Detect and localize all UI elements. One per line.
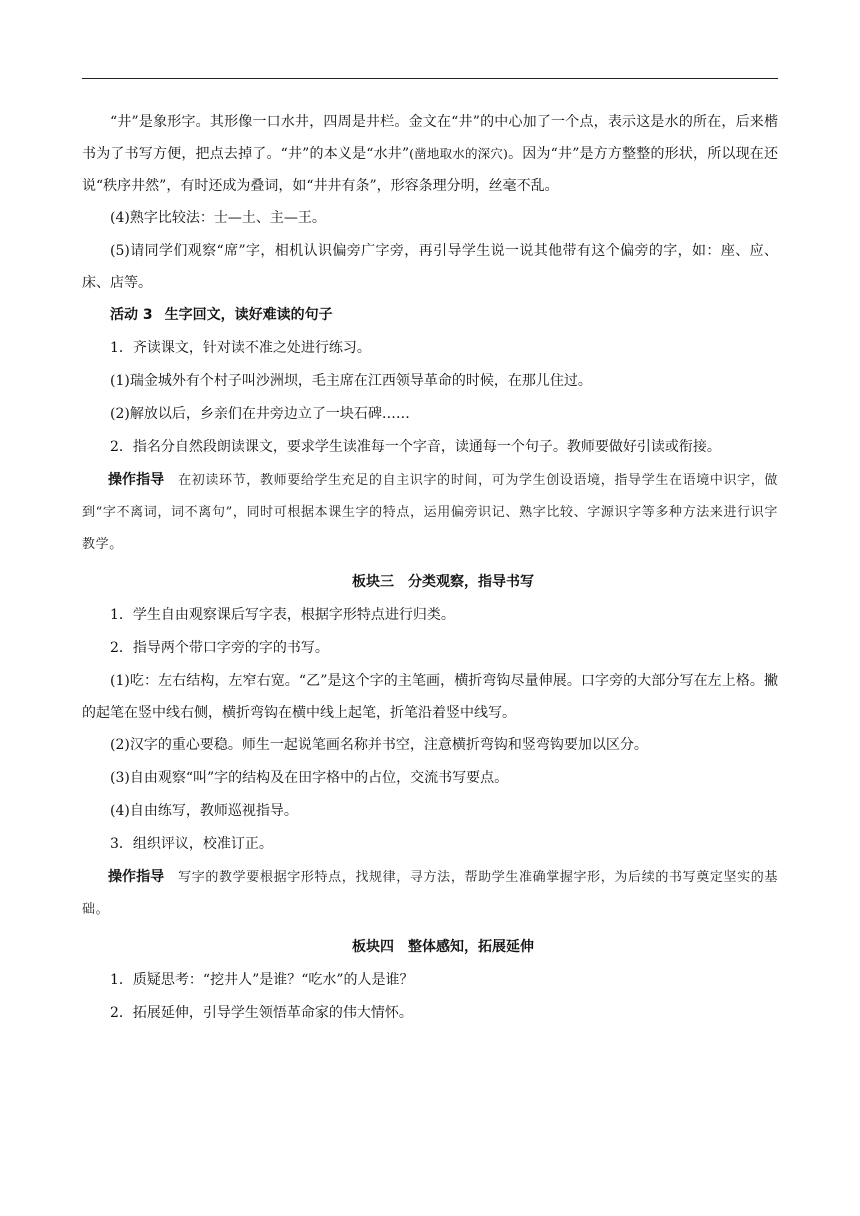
section3-label: 板块三 xyxy=(352,574,394,590)
jing-text-part-2: 。因为“井”是方方整整的形状，所以现在还说“秩序井然”，有时还成为叠词，如“井井有条”，形容条理分明，丝毫不乱。 xyxy=(82,146,778,194)
jing-text-part-1: “井”是象形字。其形像一口水井，四周是井栏。金文在“井”的中心加了一个点，表示这是水的所在，后来楷书为了书写方便，把点去掉了。“井”的本义是“水井” xyxy=(82,114,778,162)
section4-heading xyxy=(108,930,778,964)
activity3-item: 2．指名分自然段朗读课文，要求学生读准每一个字音，读通每一个句子。教师要做好引读或衔接。 xyxy=(110,439,721,455)
guide-text: 写字的教学要根据字形特点，找规律，寻方法，帮助学生准确掌握字形，为后续的书写奠定坚实的基础。 xyxy=(82,870,778,917)
familiar-compare-line: (4)熟字比较法：士—土、主—王。 xyxy=(110,210,326,226)
section3-item: 2．指导两个带口字旁的字的书写。 xyxy=(110,640,329,656)
activity3-item: (2)解放以后，乡亲们在井旁边立了一块石碑…… xyxy=(110,406,410,422)
section3-heading xyxy=(108,565,778,599)
guide-label: 操作指导 xyxy=(108,472,165,488)
section3-item: (1)吃：左右结构，左窄右宽。“乙”是这个字的主笔画，横折弯钩尽量伸展。口字旁的大部分写在左上格。撇的起笔在竖中线右侧，横折弯钩在横中线上起笔，折笔沿着竖中线写。 xyxy=(82,673,778,721)
activity3-guide-paragraph xyxy=(82,464,778,561)
section4-item: 1．质疑思考：“挖井人”是谁？“吃水”的人是谁？ xyxy=(110,972,414,988)
section3-item: 3．组织评议，校准订正。 xyxy=(110,836,273,852)
section3-item: (4)自由练写，教师巡视指导。 xyxy=(110,803,298,819)
section4-item: 2．拓展延伸，引导学生领悟革命家的伟大情怀。 xyxy=(110,1005,413,1021)
activity3-item: 1．齐读课文，针对读不准之处进行练习。 xyxy=(110,340,371,356)
activity3-item: (1)瑞金城外有个村子叫沙洲坝，毛主席在江西领导革命的时候，在那儿住过。 xyxy=(110,373,592,389)
header-rule xyxy=(82,78,778,79)
section3-guide-paragraph xyxy=(82,861,778,926)
activity3-label: 活动 3 xyxy=(110,307,153,323)
section3-item: (3)自由观察“叫”字的结构及在田字格中的占位，交流书写要点。 xyxy=(110,770,509,786)
jing-text-paren: (凿地取水的深穴) xyxy=(409,146,508,161)
section3-item: (2)汉字的重心要稳。师生一起说笔画名称并书空，注意横折弯钩和竖弯钩要加以区分。 xyxy=(110,737,648,753)
page-body xyxy=(82,106,778,1030)
section4-title: 整体感知，拓展延伸 xyxy=(408,939,534,955)
section3-item: 1．学生自由观察课后写字表，根据字形特点进行归类。 xyxy=(110,607,455,623)
activity3-title: 生字回文，读好难读的句子 xyxy=(164,307,333,323)
activity3-heading xyxy=(82,299,778,332)
xi-radical-paragraph: (5)请同学们观察“席”字，相机认识偏旁广字旁，再引导学生说一说其他带有这个偏旁的字，如：座、应、床、店等。 xyxy=(82,243,778,291)
guide-label: 操作指导 xyxy=(108,869,165,885)
jing-explanation-paragraph xyxy=(82,106,778,202)
guide-text: 在初读环节，教师要给学生充足的自主识字的时间，可为学生创设语境，指导学生在语境中识字，做到“字不离词，词不离句”，同时可根据本课生字的特点，运用偏旁识记、熟字比较、字源识字等多种方法来进行识字教学。 xyxy=(82,473,778,552)
section3-title: 分类观察，指导书写 xyxy=(408,574,534,590)
section4-label: 板块四 xyxy=(352,939,394,955)
